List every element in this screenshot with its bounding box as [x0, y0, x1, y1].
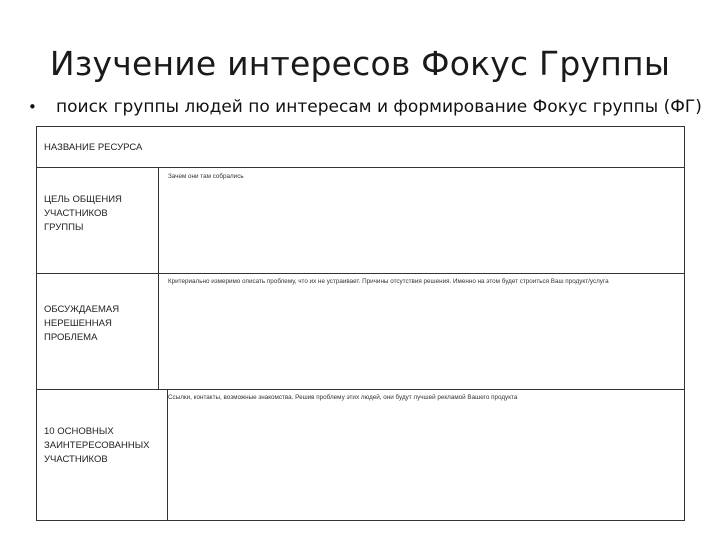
bullet-text: поиск группы людей по интересам и формирование Фокус группы (ФГ)	[56, 97, 702, 117]
note-key-participants: Ссылки, контакты, возможные знакомства. Решив проблему этих людей, они будут лучшей рекламой Вашего продукта	[168, 394, 518, 401]
row-divider	[37, 273, 684, 274]
bullet-marker: •	[28, 98, 37, 116]
row-divider	[37, 167, 684, 168]
note-problem-description: Критериально измеримо описать проблему, что их не устраивает. Причины отсутствия решения. Именно на этом будет строиться Ваш продукт/услуга	[168, 278, 609, 285]
column-divider	[167, 389, 168, 520]
slide-title: Изучение интересов Фокус Группы	[49, 44, 671, 83]
label-resource-name: НАЗВАНИЕ РЕСУРСА	[44, 142, 143, 153]
column-divider	[158, 273, 159, 389]
column-divider	[158, 167, 159, 273]
row-divider	[37, 389, 684, 390]
bullet-item	[28, 97, 708, 117]
label-unsolved-problem: ОБСУЖДАЕМАЯ НЕРЕШЕННАЯ ПРОБЛЕМА	[44, 304, 120, 343]
note-group-purpose: Зачем они там собрались	[168, 173, 244, 180]
label-key-participants: 10 ОСНОВНЫХ ЗАИНТЕРЕСОВАННЫХ УЧАСТНИКОВ	[44, 426, 150, 465]
focus-group-table	[36, 126, 685, 521]
label-communication-goal: ЦЕЛЬ ОБЩЕНИЯ УЧАСТНИКОВ ГРУППЫ	[44, 194, 122, 233]
